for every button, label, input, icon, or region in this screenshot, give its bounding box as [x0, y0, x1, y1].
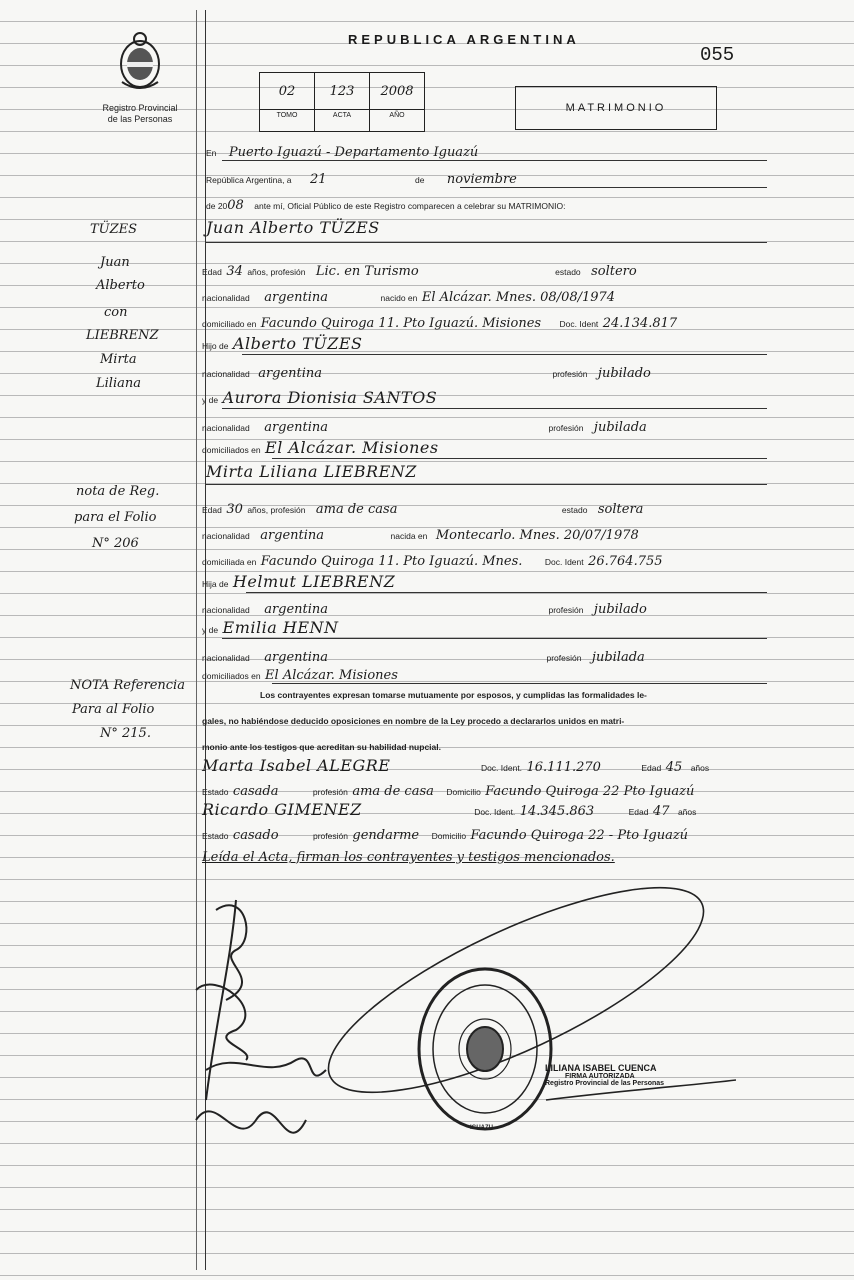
domiciliada-label: domiciliada en — [202, 557, 257, 567]
witness2-estado-row — [202, 826, 688, 844]
margin-name-5: LIEBRENZ — [86, 328, 159, 343]
acta-cell — [315, 73, 370, 131]
month-rule — [460, 187, 767, 188]
domiciliados-label-2: domiciliados en — [202, 671, 261, 681]
edad-label-3: Edad — [641, 763, 662, 773]
groom-mother-value: Aurora Dionisia SANTOS — [222, 388, 438, 407]
yde-label-2: y de — [202, 625, 219, 635]
groom-nac-row — [202, 288, 615, 306]
anos-prof-label: años, profesión — [247, 267, 306, 277]
anio-value: 2008 — [370, 73, 424, 110]
groom-name-value: Juan Alberto TÜZES — [206, 218, 380, 237]
witness2-age: 47 — [652, 804, 670, 819]
margin-name-7: Liliana — [96, 376, 141, 391]
registry-header — [86, 30, 194, 125]
republica-label: República Argentina, a — [206, 175, 292, 185]
estado-label-2: estado — [561, 505, 588, 515]
groom-father-rule — [242, 354, 767, 355]
acta-value: 123 — [315, 73, 369, 110]
coat-of-arms-icon — [116, 30, 164, 92]
place-rule — [222, 160, 767, 161]
groom-birth-value: El Alcázar. Mnes. 08/08/1974 — [421, 290, 616, 305]
hija-label: Hija de — [202, 579, 229, 589]
de20-label: de 20 — [206, 201, 228, 211]
estado2-label-1: Estado — [202, 787, 229, 797]
groom-mother-prof-value: jubilada — [593, 420, 647, 435]
groom-name-rule — [206, 242, 767, 243]
year-row — [206, 196, 565, 214]
profesion2-label-1: profesión — [312, 787, 348, 797]
doc-label-3: Doc. Ident. — [480, 763, 523, 773]
groom-father-prof-value: jubilado — [597, 366, 651, 381]
witness1-row — [202, 756, 709, 776]
domiciliado-label: domiciliado en — [202, 319, 257, 329]
bride-father-row — [202, 572, 395, 592]
margin-name-1: TÜZES — [90, 222, 138, 237]
bride-father-nac-value: argentina — [264, 602, 329, 617]
bride-age-row — [202, 500, 643, 518]
tomo-label: TOMO — [276, 112, 298, 119]
en-label: En — [206, 148, 217, 158]
document-type-box: MATRIMONIO — [515, 86, 717, 130]
bride-parents-dom-rule — [272, 683, 767, 684]
estado-label: estado — [555, 267, 581, 277]
nac-label-6: nacionalidad — [202, 653, 250, 663]
nacido-label: nacido en — [380, 293, 418, 303]
bride-name-value: Mirta Liliana LIEBRENZ — [206, 462, 417, 481]
country-title: REPUBLICA ARGENTINA — [348, 32, 580, 47]
anos-label-1: años — [690, 763, 710, 773]
profesion-label-3: profesión — [548, 605, 584, 615]
profesion-label-4: profesión — [546, 653, 582, 663]
witness2-row — [202, 800, 696, 820]
estado2-label-2: Estado — [202, 831, 229, 841]
acta-label: ACTA — [332, 112, 352, 119]
registry-numbers-table — [259, 72, 425, 132]
profesion-label-1: profesión — [552, 369, 588, 379]
witness2-doc: 14.345.863 — [519, 804, 595, 819]
place-value: Puerto Iguazú - Departamento Iguazú — [228, 145, 479, 160]
witness1-doc: 16.111.270 — [526, 760, 601, 775]
bride-dom-value: Facundo Quiroga 11. Pto Iguazú. Mnes. — [260, 554, 523, 569]
bride-mother-nac-row — [202, 648, 645, 666]
bride-parents-dom-value: El Alcázar. Misiones — [265, 668, 398, 683]
declaration-line-2: gales, no habiéndose deducido oposiciones en nombre de la Ley procedo a declararlos unidos en matri- — [202, 716, 625, 726]
closing-statement: Leída el Acta, firman los contrayentes y testigos mencionados. — [202, 850, 615, 865]
witness2-dom: Facundo Quiroga 22 - Pto Iguazú — [470, 828, 689, 843]
witness2-name: Ricardo GIMENEZ — [202, 800, 362, 819]
domiciliados-label-1: domiciliados en — [202, 445, 261, 455]
witness2-prof: gendarme — [352, 828, 420, 843]
bride-father-value: Helmut LIEBRENZ — [232, 572, 396, 591]
margin-note2-line1: NOTA Referencia — [70, 678, 185, 693]
groom-parents-dom-value: El Alcázar. Misiones — [265, 438, 439, 457]
declaration-line-1: Los contrayentes expresan tomarse mutuamente por esposos, y cumplidas las formalidades le- — [260, 690, 647, 700]
folio-number: 055 — [700, 44, 735, 66]
groom-mother-row — [202, 388, 437, 408]
nac-label-4: nacionalidad — [202, 531, 250, 541]
margin-note1-line3: N° 206 — [92, 536, 139, 551]
groom-doc-value: 24.134.817 — [602, 316, 678, 331]
official-stamp-icon — [415, 965, 555, 1133]
bride-age-value: 30 — [226, 502, 243, 517]
margin-note2-line3: N° 215. — [100, 726, 151, 741]
margin-name-6: Mirta — [100, 352, 137, 367]
declaration-line-3: monio ante los testigos que acreditan su habilidad nupcial. — [202, 742, 441, 752]
margin-note1-line2: para el Folio — [74, 510, 157, 525]
anio-cell — [370, 73, 424, 131]
month-value: noviembre — [446, 172, 517, 187]
groom-prof-value: Lic. en Turismo — [315, 264, 419, 279]
groom-father-nac-value: argentina — [258, 366, 323, 381]
bride-nac-row — [202, 526, 639, 544]
place-row — [206, 143, 478, 161]
domicilio-label-1: Domicilio — [446, 787, 481, 797]
bride-estado-value: soltera — [597, 502, 644, 517]
bride-father-prof-value: jubilado — [593, 602, 647, 617]
profesion-label-2: profesión — [548, 423, 584, 433]
margin-name-3: Alberto — [96, 278, 145, 293]
tomo-value: 02 — [260, 73, 314, 110]
groom-parents-dom-rule — [272, 458, 767, 459]
bride-nac-value: argentina — [260, 528, 325, 543]
groom-mother-nac-value: argentina — [264, 420, 329, 435]
witness1-estado: casada — [232, 784, 279, 799]
officer-office: Registro Provincial de las Personas — [545, 1080, 665, 1087]
anos-label-2: años — [677, 807, 697, 817]
bride-mother-nac-value: argentina — [264, 650, 329, 665]
bride-parents-dom-row — [202, 666, 398, 684]
bride-birth-value: Montecarlo. Mnes. 20/07/1978 — [435, 528, 639, 543]
stamp-place-text: IGUAZU — [470, 1125, 493, 1131]
groom-mother-rule — [222, 408, 767, 409]
bride-father-rule — [246, 592, 767, 593]
nac-label-3: nacionalidad — [202, 423, 250, 433]
nac-label-2: nacionalidad — [202, 369, 250, 379]
tomo-cell — [260, 73, 315, 131]
doc-label-1: Doc. Ident — [559, 319, 599, 329]
profesion2-label-2: profesión — [312, 831, 348, 841]
groom-estado-value: soltero — [591, 264, 637, 279]
groom-age-value: 34 — [226, 264, 243, 279]
bride-doc-value: 26.764.755 — [588, 554, 663, 569]
date-row — [206, 170, 517, 188]
doc-label-4: Doc. Ident. — [474, 807, 516, 817]
edad-label: Edad — [202, 267, 222, 277]
officer-role: FIRMA AUTORIZADA — [565, 1073, 635, 1080]
groom-nac-value: argentina — [264, 290, 329, 305]
nacida-label: nacida en — [390, 531, 428, 541]
margin-note1-line1: nota de Reg. — [76, 484, 160, 499]
year-value: 08 — [227, 198, 244, 213]
groom-father-row — [202, 334, 363, 354]
bride-mother-rule — [222, 638, 767, 639]
witness1-estado-row — [202, 782, 694, 800]
bride-mother-row — [202, 618, 339, 638]
day-value: 21 — [309, 172, 327, 187]
intro-text: ante mí, Oficial Público de este Registro comparecen a celebrar su MATRIMONIO: — [254, 201, 566, 211]
registry-line-1: Registro Provincial — [102, 103, 178, 113]
bride-dom-row — [202, 552, 663, 570]
de-label: de — [414, 175, 425, 185]
margin-note2-line2: Para al Folio — [72, 702, 155, 717]
nac-label-1: nacionalidad — [202, 293, 250, 303]
groom-father-value: Alberto TÜZES — [232, 334, 363, 353]
margin-name-4: con — [104, 305, 128, 320]
nac-label-5: nacionalidad — [202, 605, 250, 615]
anos-prof-label-2: años, profesión — [247, 505, 306, 515]
witness1-dom: Facundo Quiroga 22 Pto Iguazú — [485, 784, 695, 799]
bride-name-rule — [206, 484, 767, 485]
groom-mother-nac-row — [202, 418, 647, 436]
bride-mother-prof-value: jubilada — [591, 650, 645, 665]
edad-label-2: Edad — [202, 505, 222, 515]
witness1-age: 45 — [665, 760, 683, 775]
margin-name-2: Juan — [100, 255, 130, 270]
anio-label: AÑO — [389, 112, 405, 119]
groom-father-nac-row — [202, 364, 651, 382]
yde-label-1: y de — [202, 395, 219, 405]
domicilio-label-2: Domicilio — [431, 831, 467, 841]
bride-father-nac-row — [202, 600, 647, 618]
edad-label-4: Edad — [628, 807, 649, 817]
groom-age-row — [202, 262, 637, 280]
officer-signature-block — [545, 1063, 664, 1087]
doc-label-2: Doc. Ident — [544, 557, 584, 567]
bride-prof-value: ama de casa — [315, 502, 398, 517]
hijo-label: Hijo de — [202, 341, 229, 351]
registry-line-2: de las Personas — [107, 114, 173, 124]
groom-parents-dom-row — [202, 438, 439, 458]
groom-dom-row — [202, 314, 677, 332]
witness2-estado: casado — [232, 828, 279, 843]
groom-dom-value: Facundo Quiroga 11. Pto Iguazú. Misiones — [260, 316, 542, 331]
witness1-name: Marta Isabel ALEGRE — [202, 756, 391, 775]
witness1-prof: ama de casa — [352, 784, 434, 799]
officer-name: LILIANA ISABEL CUENCA — [545, 1063, 657, 1073]
bride-mother-value: Emilia HENN — [222, 618, 339, 637]
